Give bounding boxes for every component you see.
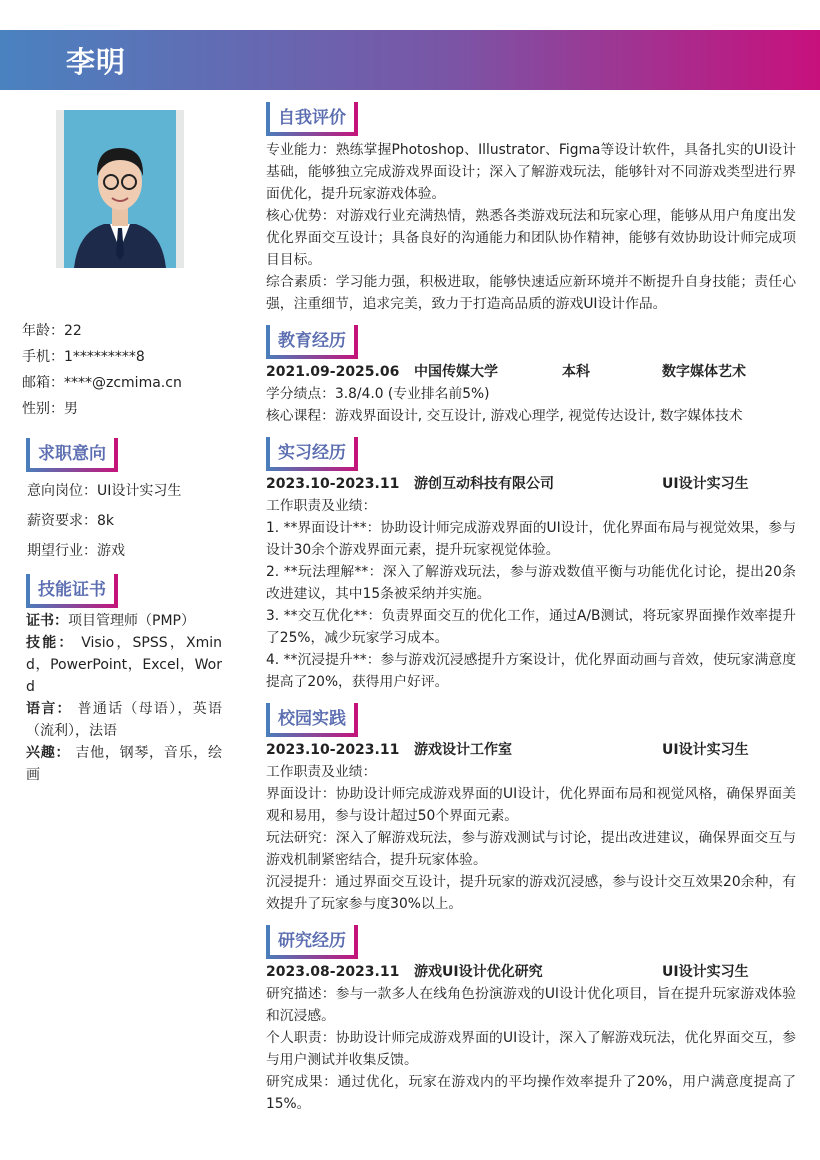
- skill-item: 技能： Visio，SPSS，Xmind，PowerPoint，Excel，Word: [26, 635, 223, 695]
- candidate-name: 李明: [66, 45, 127, 79]
- paragraph: 1. **界面设计**：协助设计师完成游戏界面的UI设计，优化界面布局与视觉效果，参与设计30余个游戏界面元素，提升玩家视觉体验。: [266, 520, 796, 558]
- left-column: [22, 318, 222, 786]
- paragraph: 专业能力：熟练掌握Photoshop、Illustrator、Figma等设计软件，具备扎实的UI设计基础，能够独立完成游戏界面设计；深入了解游戏玩法，能够针对不同游戏类型进行界面优化，提升玩家游戏体验。: [266, 142, 796, 202]
- section-title-research: 研究经历: [266, 925, 358, 959]
- section-title-campus: 校园实践: [266, 703, 358, 737]
- campus-row: 2023.10-2023.11 游戏设计工作室 UI设计实习生: [266, 742, 749, 758]
- paragraph: 玩法研究：深入了解游戏玩法，参与游戏测试与讨论，提出改进建议，确保界面交互与游戏机制紧密结合，提升玩家体验。: [266, 830, 796, 868]
- section-title-edu: 教育经历: [266, 325, 358, 359]
- intent-list: [27, 476, 222, 566]
- paragraph: 界面设计：协助设计师完成游戏界面的UI设计，优化界面布局和视觉风格，确保界面美观和易用，参与设计超过50个界面元素。: [266, 786, 796, 824]
- contact-info: [22, 318, 222, 422]
- paragraph: 核心优势：对游戏行业充满热情，熟悉各类游戏玩法和玩家心理，能够从用户角度出发优化界面交互设计；具备良好的沟通能力和团队协作精神，能够有效协助设计师完成项目目标。: [266, 208, 796, 268]
- paragraph: 4. **沉浸提升**：参与游戏沉浸感提升方案设计，优化界面动画与音效，使玩家满意度提高了20%，获得用户好评。: [266, 652, 796, 690]
- section-self-evaluation: [266, 102, 796, 315]
- paragraph: 工作职责及业绩：: [266, 764, 377, 780]
- paragraph: 工作职责及业绩：: [266, 498, 377, 514]
- intent-item: 期望行业：游戏: [27, 543, 125, 559]
- section-title-self: 自我评价: [266, 102, 358, 136]
- info-email: 邮箱：****@zcmima.cn: [22, 375, 182, 391]
- header-banner: [0, 30, 820, 90]
- section-title-skills: 技能证书: [26, 574, 118, 608]
- research-row: 2023.08-2023.11 游戏UI设计优化研究 UI设计实习生: [266, 964, 749, 980]
- intent-item: 意向岗位：UI设计实习生: [27, 483, 182, 499]
- edu-row: 2021.09-2025.06 中国传媒大学 本科 数字媒体艺术: [266, 364, 746, 380]
- profile-photo: [56, 110, 184, 268]
- portrait-image: [64, 110, 176, 268]
- skills-list: [26, 610, 222, 786]
- paragraph: 3. **交互优化**：负责界面交互的优化工作，通过A/B测试，将玩家界面操作效率提升了25%，减少玩家学习成本。: [266, 608, 796, 646]
- paragraph: 沉浸提升：通过界面交互设计，提升玩家的游戏沉浸感，参与设计交互效果20余种，有效提升了玩家参与度30%以上。: [266, 874, 796, 912]
- skill-item: 语言： 普通话（母语），英语（流利），法语: [26, 701, 223, 739]
- section-title-intern: 实习经历: [266, 437, 358, 471]
- skill-item: 兴趣： 吉他，钢琴，音乐，绘画: [26, 745, 222, 783]
- section-campus: [266, 703, 796, 915]
- section-title-intent: 求职意向: [26, 438, 118, 472]
- paragraph: 核心课程：游戏界面设计, 交互设计, 游戏心理学, 视觉传达设计, 数字媒体技术: [266, 408, 743, 424]
- paragraph: 研究描述：参与一款多人在线角色扮演游戏的UI设计优化项目，旨在提升玩家游戏体验和沉浸感。: [266, 986, 796, 1024]
- info-gender: 性别：男: [22, 401, 78, 417]
- section-research: [266, 925, 796, 1115]
- section-education: [266, 325, 796, 427]
- intern-row: 2023.10-2023.11 游创互动科技有限公司 UI设计实习生: [266, 476, 749, 492]
- intent-item: 薪资要求：8k: [27, 513, 115, 529]
- section-internship: [266, 437, 796, 693]
- paragraph: 个人职责：协助设计师完成游戏界面的UI设计，深入了解游戏玩法，优化界面交互，参与用户测试并收集反馈。: [266, 1030, 796, 1068]
- paragraph: 2. **玩法理解**：深入了解游戏玩法，参与游戏数值平衡与功能优化讨论，提出20条改进建议，其中15条被采纳并实施。: [266, 564, 796, 602]
- paragraph: 学分绩点：3.8/4.0 (专业排名前5%): [266, 386, 490, 402]
- paragraph: 综合素质：学习能力强，积极进取，能够快速适应新环境并不断提升自身技能；责任心强，注重细节，追求完美，致力于打造高品质的游戏UI设计作品。: [266, 274, 796, 312]
- right-column: [266, 102, 796, 1115]
- info-phone: 手机：1*********8: [22, 349, 145, 365]
- paragraph: 研究成果：通过优化，玩家在游戏内的平均操作效率提升了20%，用户满意度提高了15%。: [266, 1074, 796, 1112]
- info-age: 年龄：22: [22, 323, 82, 339]
- skill-item: 证书：项目管理师（PMP）: [26, 613, 195, 629]
